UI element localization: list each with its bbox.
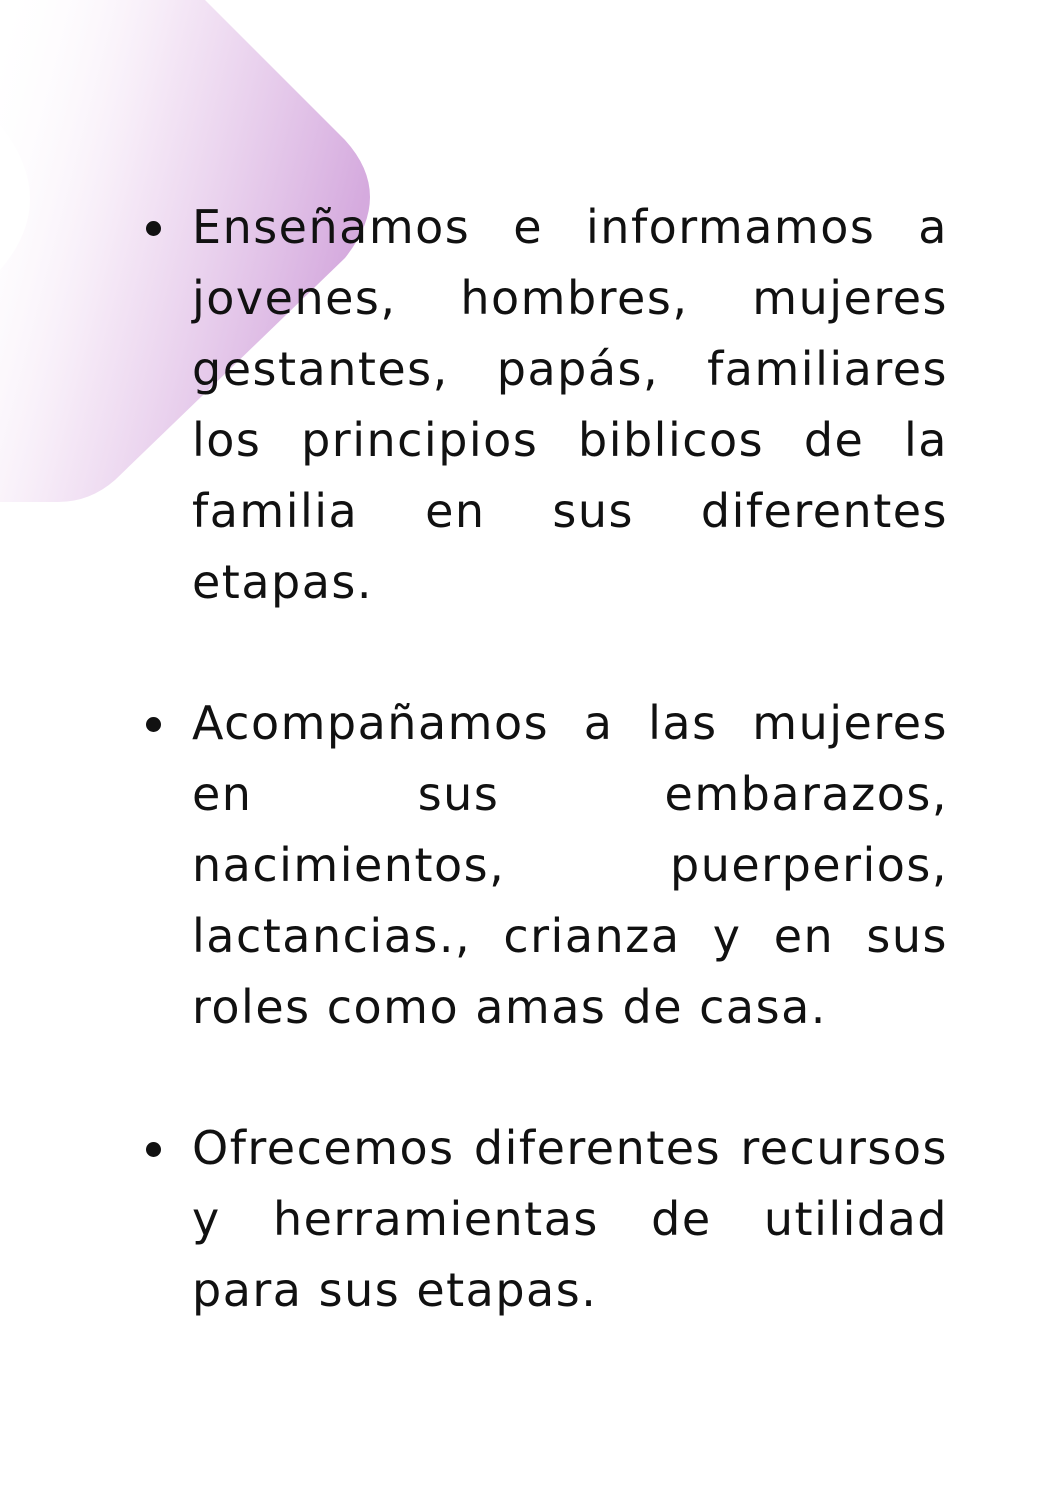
bullet-text: Enseñamos e informamos a jovenes, hombres, mujeres gestantes, papás, familiares los principios biblicos de la familia en sus diferentes etapas. [192, 200, 948, 609]
bullet-dot-icon [146, 1142, 161, 1157]
bullet-text: Ofrecemos diferentes recursos y herramientas de utilidad para sus etapas. [192, 1121, 948, 1317]
bullet-text: Acompañamos a las mujeres en sus embarazos, nacimientos, puerperios, lactancias., crianza y en sus roles como amas de casa. [192, 696, 948, 1034]
bullet-item-accompany [142, 688, 948, 1043]
bullet-item-offer [142, 1113, 948, 1326]
bullet-list [142, 192, 948, 1326]
bullet-item-teach [142, 192, 948, 618]
bullet-dot-icon [146, 221, 161, 236]
content-area [142, 192, 948, 1326]
bullet-dot-icon [146, 717, 161, 732]
